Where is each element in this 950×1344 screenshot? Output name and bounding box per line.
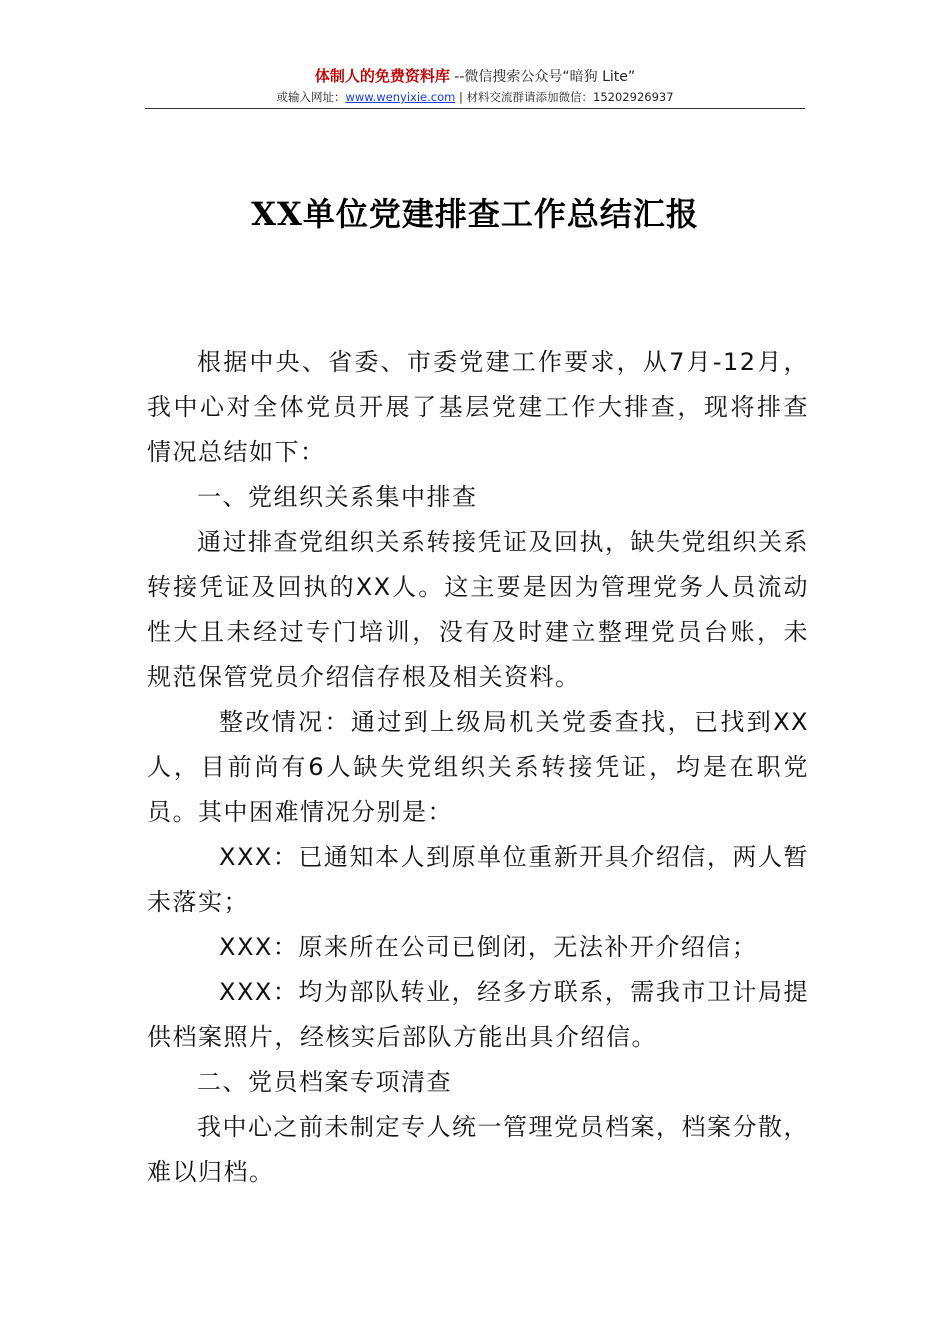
header-divider xyxy=(145,108,805,109)
page-header xyxy=(0,66,950,106)
header-subtitle: --微信搜索公众号“暗狗 Lite” xyxy=(449,69,636,85)
document-title: XX单位党建排查工作总结汇报 xyxy=(251,195,699,233)
header-line-1 xyxy=(0,66,950,87)
body-paragraph-2: 我中心之前未制定专人统一管理党员档案，档案分散，难以归档。 xyxy=(147,1113,809,1186)
case-item-3: XXX：均为部队转业，经多方联系，需我市卫计局提供档案照片，经核实后部队方能出具介绍信。 xyxy=(147,978,809,1051)
header-line-2 xyxy=(0,88,950,106)
header-brand: 体制人的免费资料库 xyxy=(314,67,450,85)
rectification-paragraph: 整改情况：通过到上级局机关党委查找，已找到XX人，目前尚有6人缺失党组织关系转接凭证，均是在职党员。其中困难情况分别是： xyxy=(147,708,809,826)
header-url-link[interactable]: www.wenyixie.com xyxy=(345,90,456,104)
case-item-2: XXX：原来所在公司已倒闭，无法补开介绍信； xyxy=(219,933,758,961)
case-item-1: XXX：已通知本人到原单位重新开具介绍信，两人暂未落实； xyxy=(147,843,809,916)
section-heading-1: 一、党组织关系集中排查 xyxy=(197,483,478,511)
intro-paragraph: 根据中央、省委、市委党建工作要求，从7月-12月，我中心对全体党员开展了基层党建工作大排查，现将排查情况总结如下： xyxy=(147,348,809,466)
header-url-prefix: 或输入网址： xyxy=(276,90,346,104)
section-heading-2: 二、党员档案专项清查 xyxy=(197,1068,452,1096)
body-paragraph: 通过排查党组织关系转接凭证及回执，缺失党组织关系转接凭证及回执的XX人。这主要是因为管理党务人员流动性大且未经过专门培训，没有及时建立整理党员台账，未规范保管党员介绍信存根及相关资料。 xyxy=(147,528,809,691)
document-body xyxy=(147,340,809,1195)
header-contact: | 材料交流群请添加微信：15202926937 xyxy=(455,90,674,104)
